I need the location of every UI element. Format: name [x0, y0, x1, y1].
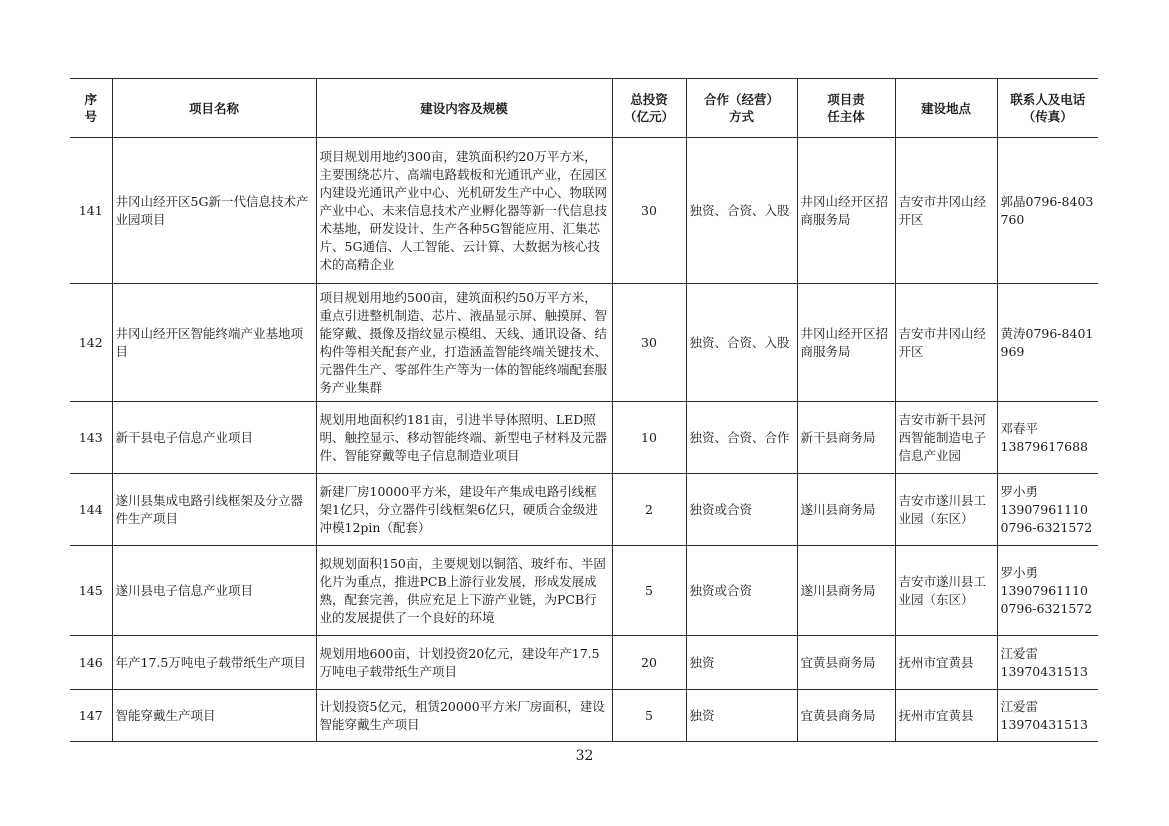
cell-seq: 147 [70, 690, 112, 742]
cell-contact: 江爱雷 13970431513 [997, 690, 1098, 742]
table-row [70, 402, 1098, 474]
cell-content: 规划用地600亩，计划投资20亿元，建设年产17.5万吨电子载带纸生产项目 [316, 636, 612, 690]
cell-owner: 井冈山经开区招商服务局 [797, 138, 895, 284]
header-mode: 合作（经营） 方式 [686, 79, 797, 138]
table-row [70, 690, 1098, 742]
header-investment: 总投资 （亿元） [612, 79, 686, 138]
cell-location: 吉安市井冈山经开区 [895, 284, 997, 402]
table-row [70, 474, 1098, 546]
cell-investment: 10 [612, 402, 686, 474]
cell-owner: 井冈山经开区招商服务局 [797, 284, 895, 402]
cell-mode: 独资、合资、入股 [686, 284, 797, 402]
cell-contact: 罗小勇 13907961110 0796-6321572 [997, 546, 1098, 636]
table-row [70, 138, 1098, 284]
cell-contact: 罗小勇 13907961110 0796-6321572 [997, 474, 1098, 546]
cell-content: 项目规划用地约500亩，建筑面积约50万平方米，重点引进整机制造、芯片、液晶显示屏、触摸屏、智能穿戴、摄像及指纹显示模组、天线、通讯设备、结构件等相关配套产业，打造涵盖智能终端关键技术、元器件生产、零部件生产等为一体的智能终端配套服务产业集群 [316, 284, 612, 402]
cell-investment: 2 [612, 474, 686, 546]
cell-name: 遂川县电子信息产业项目 [112, 546, 316, 636]
cell-owner: 新干县商务局 [797, 402, 895, 474]
cell-location: 吉安市井冈山经开区 [895, 138, 997, 284]
cell-mode: 独资、合资、入股 [686, 138, 797, 284]
cell-seq: 144 [70, 474, 112, 546]
cell-mode: 独资、合资、合作 [686, 402, 797, 474]
header-content: 建设内容及规模 [316, 79, 612, 138]
cell-owner: 遂川县商务局 [797, 546, 895, 636]
cell-content: 规划用地面积约181亩，引进半导体照明、LED照明、触控显示、移动智能终端、新型电子材料及元器件、智能穿戴等电子信息制造业项目 [316, 402, 612, 474]
cell-location: 吉安市新干县河西智能制造电子信息产业园 [895, 402, 997, 474]
cell-content: 新建厂房10000平方米，建设年产集成电路引线框架1亿只，分立器件引线框架6亿只，硬质合金级进冲模12pin（配套） [316, 474, 612, 546]
header-name: 项目名称 [112, 79, 316, 138]
cell-investment: 20 [612, 636, 686, 690]
cell-seq: 146 [70, 636, 112, 690]
header-owner: 项目责 任主体 [797, 79, 895, 138]
cell-owner: 宜黄县商务局 [797, 636, 895, 690]
page-number: 32 [575, 748, 594, 764]
cell-investment: 5 [612, 690, 686, 742]
cell-contact: 郭晶0796-8403760 [997, 138, 1098, 284]
cell-owner: 宜黄县商务局 [797, 690, 895, 742]
header-location: 建设地点 [895, 79, 997, 138]
cell-mode: 独资或合资 [686, 546, 797, 636]
cell-name: 井冈山经开区5G新一代信息技术产业园项目 [112, 138, 316, 284]
cell-location: 抚州市宜黄县 [895, 636, 997, 690]
cell-name: 智能穿戴生产项目 [112, 690, 316, 742]
cell-owner: 遂川县商务局 [797, 474, 895, 546]
table-row [70, 636, 1098, 690]
cell-mode: 独资 [686, 690, 797, 742]
cell-investment: 5 [612, 546, 686, 636]
project-table [70, 78, 1098, 742]
cell-contact: 邓春平 13879617688 [997, 402, 1098, 474]
cell-location: 吉安市遂川县工业园（东区） [895, 474, 997, 546]
cell-seq: 143 [70, 402, 112, 474]
header-contact: 联系人及电话 （传真） [997, 79, 1098, 138]
cell-name: 井冈山经开区智能终端产业基地项目 [112, 284, 316, 402]
header-seq: 序 号 [70, 79, 112, 138]
table-row [70, 546, 1098, 636]
cell-contact: 江爱雷 13970431513 [997, 636, 1098, 690]
cell-seq: 141 [70, 138, 112, 284]
cell-contact: 黄涛0796-8401969 [997, 284, 1098, 402]
cell-seq: 142 [70, 284, 112, 402]
table-row [70, 284, 1098, 402]
cell-name: 新干县电子信息产业项目 [112, 402, 316, 474]
cell-content: 拟规划面积150亩，主要规划以铜箔、玻纤布、半固化片为重点，推进PCB上游行业发展，形成发展成熟，配套完善，供应充足上下游产业链，为PCB行业的发展提供了一个良好的环境 [316, 546, 612, 636]
cell-mode: 独资 [686, 636, 797, 690]
cell-investment: 30 [612, 284, 686, 402]
cell-seq: 145 [70, 546, 112, 636]
cell-name: 遂川县集成电路引线框架及分立器件生产项目 [112, 474, 316, 546]
cell-name: 年产17.5万吨电子载带纸生产项目 [112, 636, 316, 690]
cell-location: 吉安市遂川县工业园（东区） [895, 546, 997, 636]
cell-location: 抚州市宜黄县 [895, 690, 997, 742]
cell-content: 项目规划用地约300亩，建筑面积约20万平方米，主要围绕芯片、高端电路载板和光通讯产业，在园区内建设光通讯产业中心、光机研发生产中心、物联网产业中心、未来信息技术产业孵化器等新一代信息技术基地，研发设计、生产各种5G智能应用、汇集芯片、5G通信、人工智能、云计算、大数据为核心技术的高精企业 [316, 138, 612, 284]
cell-investment: 30 [612, 138, 686, 284]
cell-mode: 独资或合资 [686, 474, 797, 546]
cell-content: 计划投资5亿元，租赁20000平方米厂房面积，建设智能穿戴生产项目 [316, 690, 612, 742]
header-row [70, 79, 1098, 138]
